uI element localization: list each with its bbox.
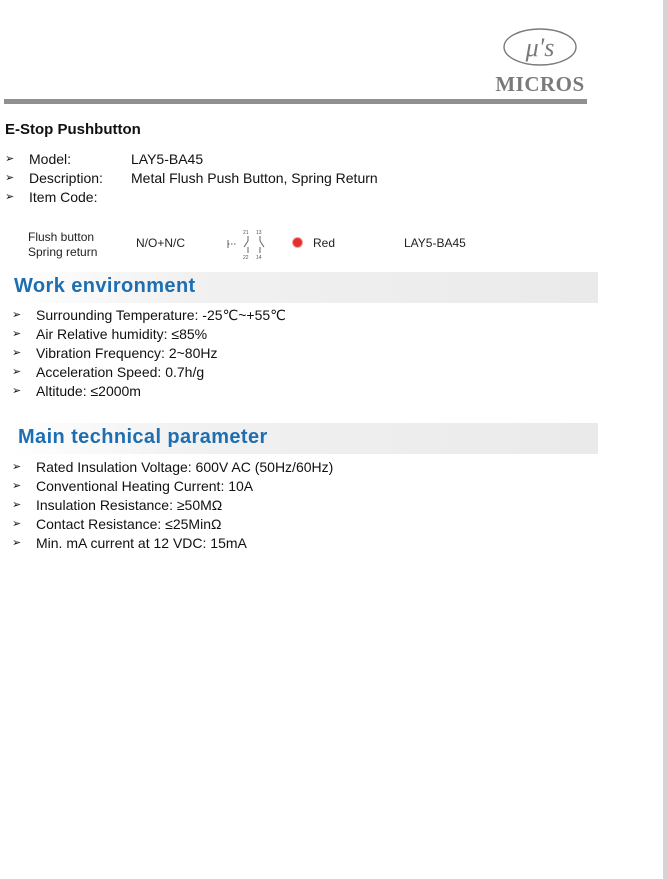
spec-key: Description: (29, 170, 103, 186)
product-contacts: N/O+N/C (136, 236, 186, 250)
list-item-text: Air Relative humidity: ≤85% (36, 326, 208, 342)
contact-symbol-icon (224, 228, 272, 260)
red-color-dot-icon (293, 238, 302, 247)
spec-key: Model: (29, 151, 72, 167)
bullet-arrow-icon: ➢ (5, 172, 15, 184)
list-item-text: Altitude: ≤2000m (36, 383, 141, 399)
bullet-arrow-icon: ➢ (12, 366, 22, 378)
product-color: Red (313, 236, 336, 250)
bullet-arrow-icon: ➢ (12, 309, 22, 321)
terminal-label: 13 (256, 230, 262, 236)
terminal-label: 21 (243, 230, 249, 236)
section-title: Work environment (14, 275, 196, 297)
list-item-text: Surrounding Temperature: -25℃~+55℃ (36, 307, 286, 323)
spec-value: Metal Flush Push Button, Spring Return (131, 170, 378, 186)
product-code: LAY5-BA45 (404, 236, 466, 250)
section-header-work-environment (10, 272, 598, 303)
list-item-text: Acceleration Speed: 0.7h/g (36, 364, 205, 380)
micros-logo (490, 27, 590, 99)
header-rule (4, 99, 587, 104)
section-header-main-technical-parameter (10, 423, 598, 454)
bullet-arrow-icon: ➢ (12, 347, 22, 359)
terminal-label: 14 (256, 255, 262, 260)
product-name-line1: Flush button (28, 230, 95, 244)
page-edge (663, 0, 667, 879)
product-name-line2: Spring return (28, 245, 98, 259)
logo-wordmark: MICROS (495, 72, 585, 96)
spec-value: LAY5-BA45 (131, 151, 204, 167)
bullet-arrow-icon: ➢ (12, 461, 22, 473)
bullet-arrow-icon: ➢ (12, 518, 22, 530)
section-title: Main technical parameter (18, 426, 268, 448)
bullet-arrow-icon: ➢ (12, 537, 22, 549)
list-item-text: Insulation Resistance: ≥50MΩ (36, 497, 223, 513)
list-item-text: Min. mA current at 12 VDC: 15mA (36, 535, 247, 551)
bullet-arrow-icon: ➢ (12, 328, 22, 340)
terminal-label: 22 (243, 255, 249, 260)
spec-key: Item Code: (29, 189, 98, 205)
bullet-arrow-icon: ➢ (12, 385, 22, 397)
logo-mark-text: μ's (525, 33, 555, 62)
product-name (28, 230, 97, 260)
logo-mark (501, 27, 579, 71)
list-item-text: Contact Resistance: ≤25MinΩ (36, 516, 222, 532)
page-title: E-Stop Pushbutton (5, 121, 141, 138)
bullet-arrow-icon: ➢ (12, 499, 22, 511)
list-item-text: Conventional Heating Current: 10A (36, 478, 254, 494)
bullet-arrow-icon: ➢ (5, 153, 15, 165)
list-item-text: Rated Insulation Voltage: 600V AC (50Hz/60Hz) (36, 459, 334, 475)
bullet-arrow-icon: ➢ (5, 191, 15, 203)
bullet-arrow-icon: ➢ (12, 480, 22, 492)
list-item-text: Vibration Frequency: 2~80Hz (36, 345, 218, 361)
product-row (28, 228, 488, 260)
